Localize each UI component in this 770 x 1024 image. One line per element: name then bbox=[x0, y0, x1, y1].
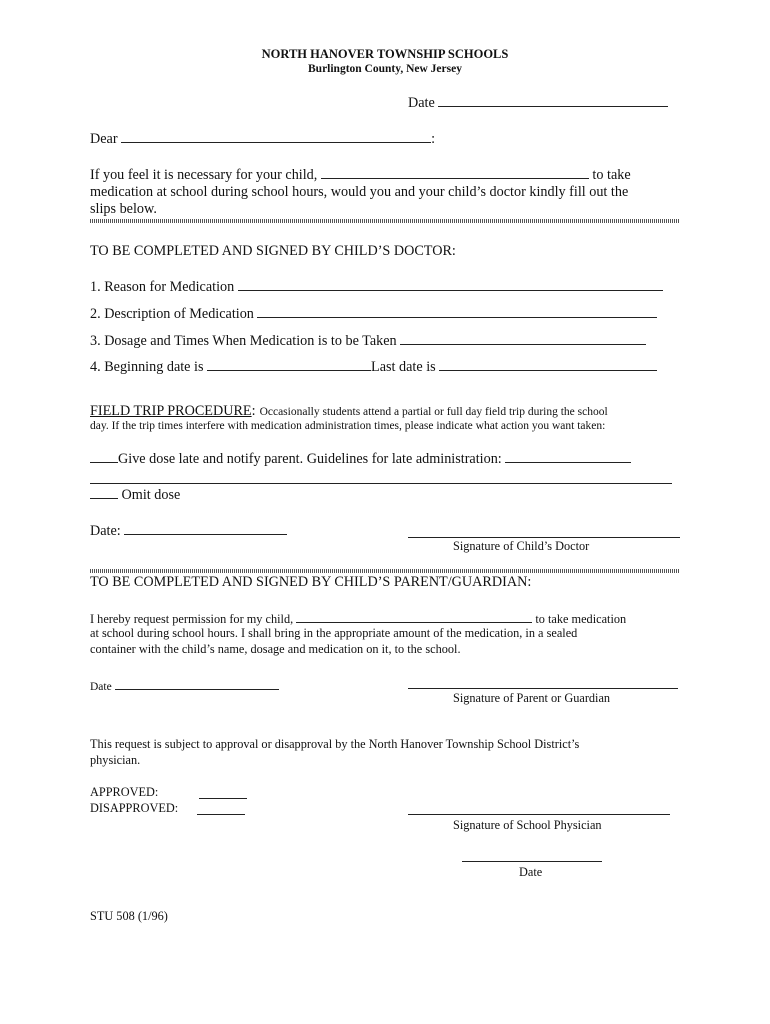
section-divider bbox=[90, 569, 680, 573]
parent-signature-line[interactable] bbox=[408, 688, 678, 689]
field-trip-paragraph bbox=[90, 402, 608, 420]
physician-date-line[interactable] bbox=[462, 861, 602, 862]
last-date-blank[interactable] bbox=[439, 358, 657, 371]
dosage-label: 3. Dosage and Times When Medication is to be Taken bbox=[90, 333, 397, 349]
give-dose-option[interactable] bbox=[90, 450, 631, 468]
description-blank[interactable] bbox=[257, 305, 657, 318]
guidelines-continuation-blank[interactable] bbox=[90, 483, 672, 484]
intro-line-3: slips below. bbox=[90, 201, 157, 217]
dear-colon: : bbox=[431, 131, 436, 147]
give-dose-label: Give dose late and notify parent. Guidelines for late administration: bbox=[118, 451, 502, 467]
school-title: NORTH HANOVER TOWNSHIP SCHOOLS bbox=[261, 47, 509, 61]
dosage-field[interactable] bbox=[90, 332, 646, 350]
doctor-date-blank[interactable] bbox=[124, 522, 287, 535]
field-trip-line-2: day. If the trip times interfere with medication administration times, please indicate what action you want taken: bbox=[90, 420, 606, 432]
parent-date-blank[interactable] bbox=[115, 677, 279, 690]
description-field[interactable] bbox=[90, 305, 657, 323]
doctor-section-heading: TO BE COMPLETED AND SIGNED BY CHILD’S DOCTOR: bbox=[90, 243, 456, 259]
approval-line-2: physician. bbox=[90, 753, 141, 767]
salutation-field[interactable] bbox=[90, 130, 435, 148]
section-divider bbox=[90, 219, 680, 223]
parent-line-1 bbox=[90, 610, 626, 627]
guidelines-blank[interactable] bbox=[505, 450, 631, 463]
intro-line-1 bbox=[90, 166, 631, 184]
field-trip-colon: : bbox=[251, 403, 256, 419]
omit-dose-option[interactable] bbox=[90, 486, 180, 504]
dosage-blank[interactable] bbox=[400, 332, 646, 345]
description-label: 2. Description of Medication bbox=[90, 306, 254, 322]
parent-signature-caption: Signature of Parent or Guardian bbox=[453, 691, 611, 705]
field-trip-heading: FIELD TRIP PROCEDURE bbox=[90, 403, 252, 419]
give-dose-checkline[interactable] bbox=[90, 450, 118, 463]
child-name-blank[interactable] bbox=[321, 166, 589, 179]
parent-line-1-end: to take medication bbox=[535, 612, 627, 626]
parent-child-name-blank[interactable] bbox=[296, 610, 532, 623]
physician-signature-line[interactable] bbox=[408, 814, 670, 815]
date-label: Date bbox=[408, 95, 435, 111]
approved-blank[interactable] bbox=[199, 798, 247, 799]
omit-dose-label: Omit dose bbox=[121, 487, 181, 503]
physician-date-caption: Date bbox=[519, 865, 543, 879]
parent-date-label: Date bbox=[90, 681, 112, 693]
intro-line-1-start: If you feel it is necessary for your child, bbox=[90, 167, 318, 183]
omit-dose-checkline[interactable] bbox=[90, 486, 118, 499]
date-range-field[interactable] bbox=[90, 358, 657, 376]
disapproved-label: DISAPPROVED: bbox=[90, 801, 179, 815]
date-field[interactable] bbox=[408, 94, 668, 112]
form-code: STU 508 (1/96) bbox=[90, 909, 168, 923]
reason-label: 1. Reason for Medication bbox=[90, 279, 235, 295]
doctor-date-field[interactable] bbox=[90, 522, 287, 540]
reason-blank[interactable] bbox=[238, 278, 663, 291]
date-blank[interactable] bbox=[438, 94, 668, 107]
last-date-label: Last date is bbox=[371, 359, 436, 375]
beginning-date-blank[interactable] bbox=[207, 358, 371, 371]
parent-section-heading: TO BE COMPLETED AND SIGNED BY CHILD’S PARENT/GUARDIAN: bbox=[90, 574, 532, 590]
doctor-date-label: Date: bbox=[90, 523, 121, 539]
doctor-signature-caption: Signature of Child’s Doctor bbox=[453, 539, 590, 553]
parent-line-1-start: I hereby request permission for my child, bbox=[90, 612, 294, 626]
reason-field[interactable] bbox=[90, 278, 663, 296]
doctor-signature-line[interactable] bbox=[408, 537, 680, 538]
dear-label: Dear bbox=[90, 131, 118, 147]
intro-line-2: medication at school during school hours, would you and your child’s doctor kindly fill out the bbox=[90, 184, 629, 200]
parent-date-field[interactable] bbox=[90, 677, 279, 693]
parent-line-2: at school during school hours. I shall bring in the appropriate amount of the medication, in a sealed bbox=[90, 626, 578, 640]
intro-line-1-end: to take bbox=[592, 167, 631, 183]
county-subtitle: Burlington County, New Jersey bbox=[308, 63, 462, 75]
beginning-date-label: 4. Beginning date is bbox=[90, 359, 204, 375]
dear-blank[interactable] bbox=[121, 130, 431, 143]
physician-signature-caption: Signature of School Physician bbox=[453, 818, 602, 832]
approved-label: APPROVED: bbox=[90, 785, 159, 799]
disapproved-blank[interactable] bbox=[197, 814, 245, 815]
approval-line-1: This request is subject to approval or disapproval by the North Hanover Township School District’s bbox=[90, 737, 580, 751]
field-trip-line-1: Occasionally students attend a partial or full day field trip during the school bbox=[259, 406, 608, 418]
parent-line-3: container with the child’s name, dosage and medication on it, to the school. bbox=[90, 642, 461, 656]
